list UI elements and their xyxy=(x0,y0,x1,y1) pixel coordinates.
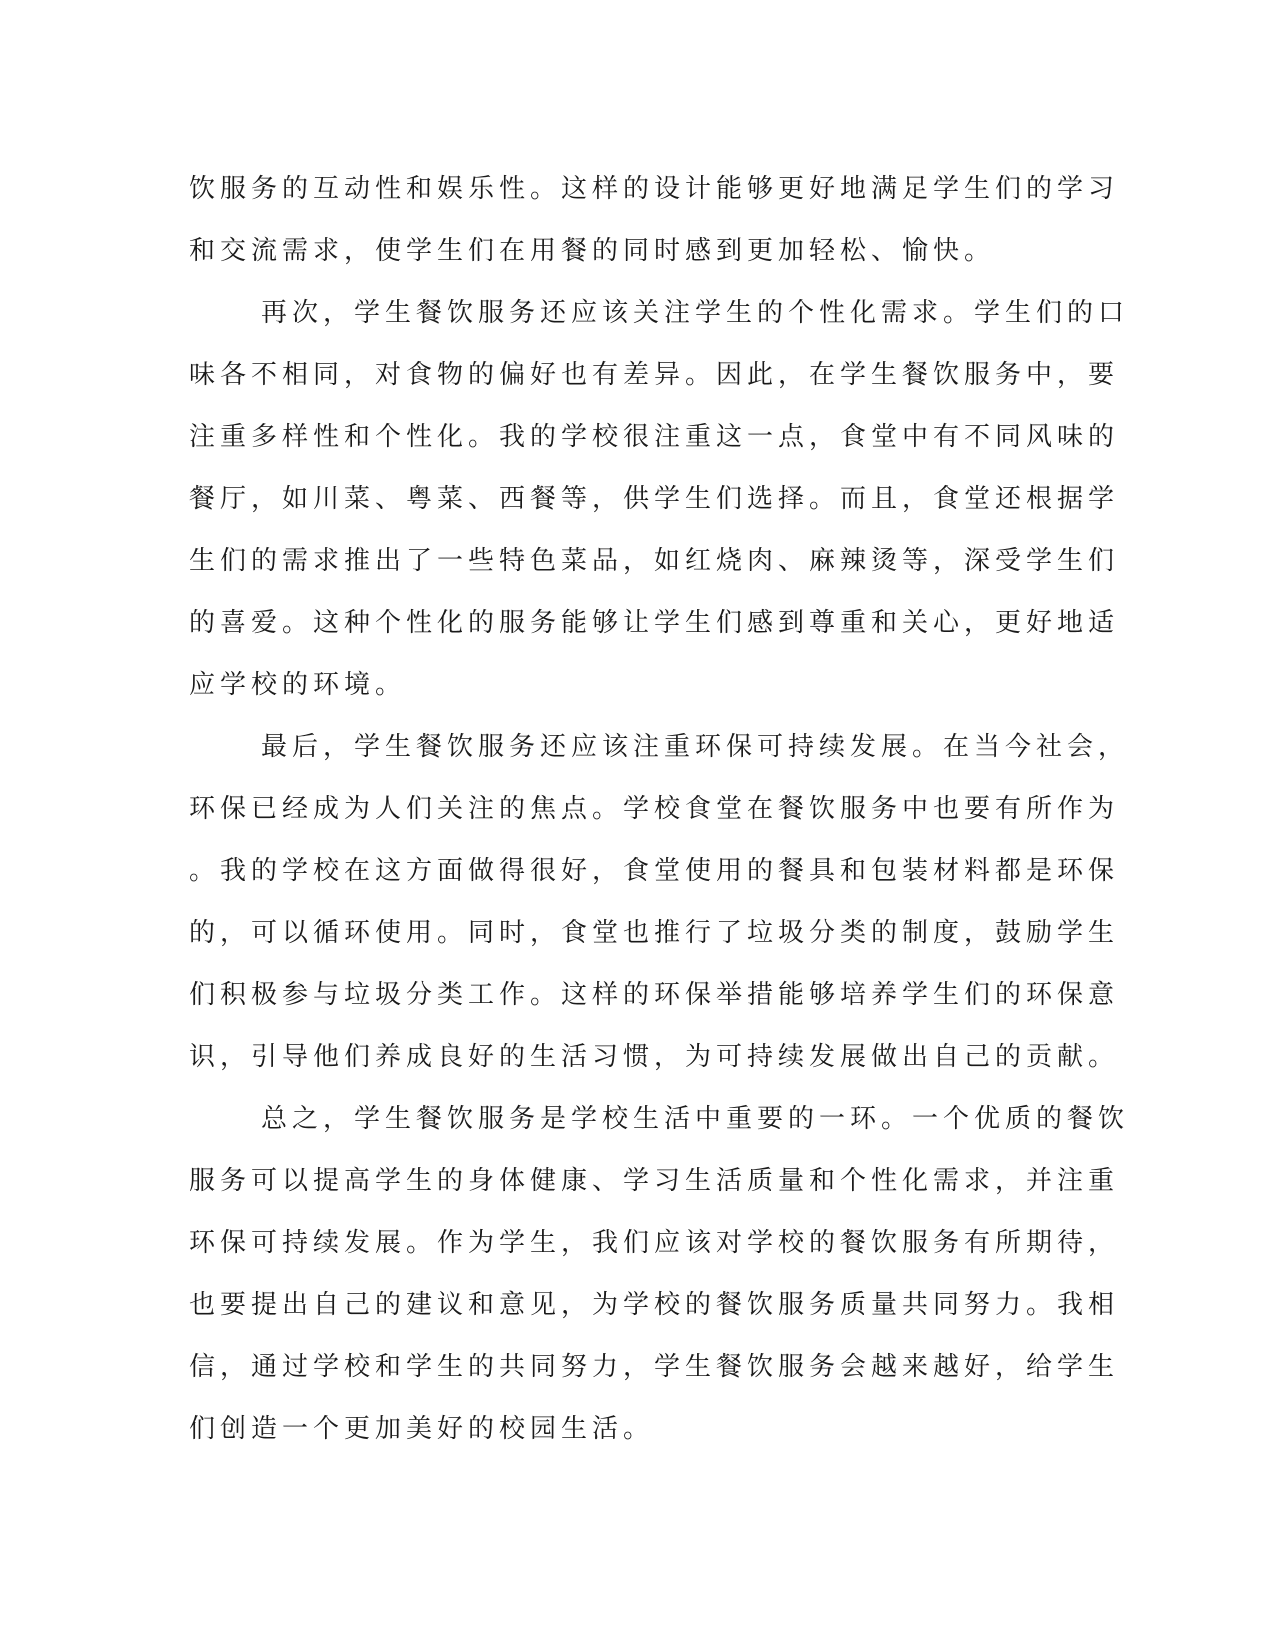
text-line: 应学校的环境。 xyxy=(189,670,407,700)
text-line: 生们的需求推出了一些特色菜品，如红烧肉、麻辣烫等，深受学生们 xyxy=(189,546,1120,576)
text-line: 也要提出自己的建议和意见，为学校的餐饮服务质量共同努力。我相 xyxy=(189,1290,1120,1320)
text-line: 环保已经成为人们关注的焦点。学校食堂在餐饮服务中也要有所作为 xyxy=(189,794,1120,824)
text-line: 环保可持续发展。作为学生，我们应该对学校的餐饮服务有所期待， xyxy=(189,1228,1120,1258)
paragraph-start-line: 再次，学生餐饮服务还应该关注学生的个性化需求。学生们的口 xyxy=(261,298,1130,328)
text-line: 注重多样性和个性化。我的学校很注重这一点，食堂中有不同风味的 xyxy=(189,422,1120,452)
text-line: 的，可以循环使用。同时，食堂也推行了垃圾分类的制度，鼓励学生 xyxy=(189,918,1120,948)
text-line: 信，通过学校和学生的共同努力，学生餐饮服务会越来越好，给学生 xyxy=(189,1352,1120,1382)
text-line: 们积极参与垃圾分类工作。这样的环保举措能够培养学生们的环保意 xyxy=(189,980,1120,1010)
text-line: 识，引导他们养成良好的生活习惯，为可持续发展做出自己的贡献。 xyxy=(189,1042,1120,1072)
text-line: 。我的学校在这方面做得很好，食堂使用的餐具和包装材料都是环保 xyxy=(189,856,1120,886)
text-line: 们创造一个更加美好的校园生活。 xyxy=(189,1414,655,1444)
text-line: 饮服务的互动性和娱乐性。这样的设计能够更好地满足学生们的学习 xyxy=(189,174,1120,204)
text-line: 的喜爱。这种个性化的服务能够让学生们感到尊重和关心，更好地适 xyxy=(189,608,1120,638)
text-line: 服务可以提高学生的身体健康、学习生活质量和个性化需求，并注重 xyxy=(189,1166,1120,1196)
text-line: 餐厅，如川菜、粤菜、西餐等，供学生们选择。而且，食堂还根据学 xyxy=(189,484,1120,514)
text-line: 味各不相同，对食物的偏好也有差异。因此，在学生餐饮服务中，要 xyxy=(189,360,1120,390)
paragraph-start-line: 总之，学生餐饮服务是学校生活中重要的一环。一个优质的餐饮 xyxy=(261,1104,1130,1134)
paragraph-start-line: 最后，学生餐饮服务还应该注重环保可持续发展。在当今社会， xyxy=(261,732,1130,762)
body-text xyxy=(189,158,1130,1460)
text-line: 和交流需求，使学生们在用餐的同时感到更加轻松、愉快。 xyxy=(189,236,996,266)
